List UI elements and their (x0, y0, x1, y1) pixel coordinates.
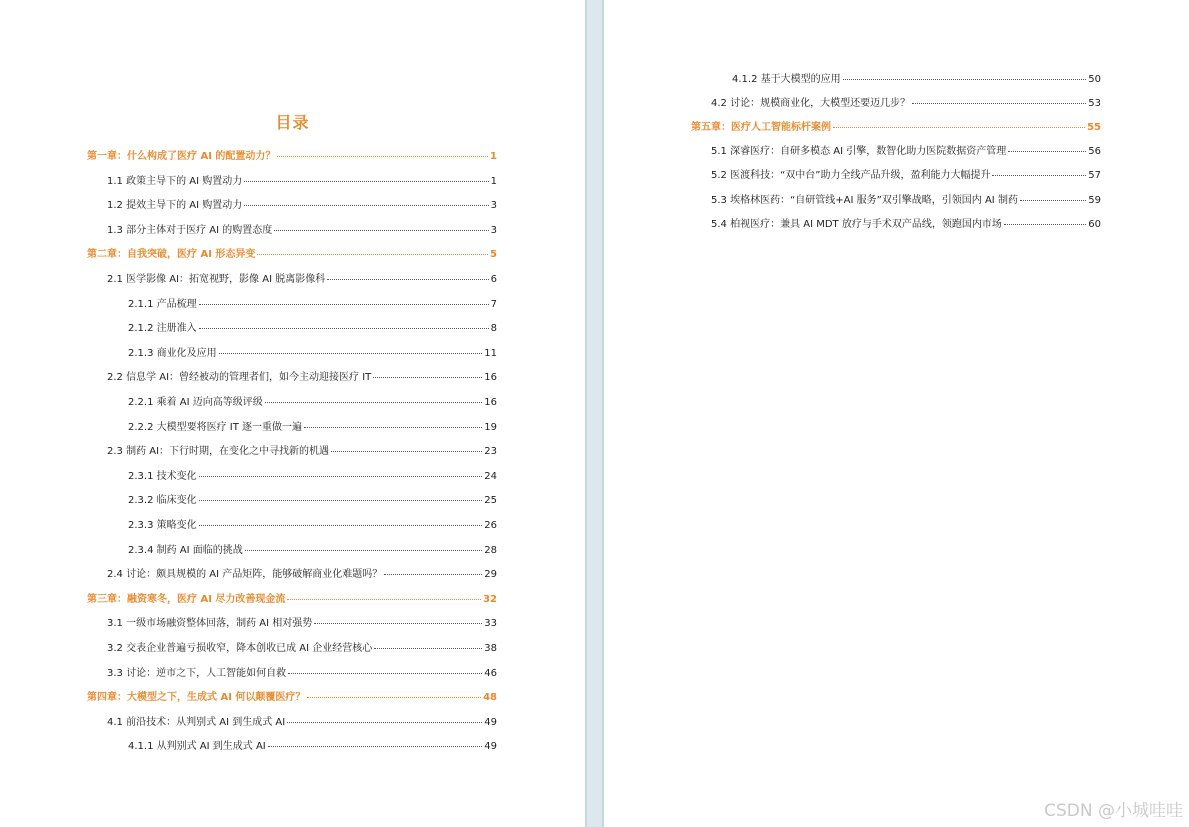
toc-title: 目录 (275, 113, 310, 132)
toc-dot-leader (219, 353, 483, 354)
toc-entry-text: 5.4 柏视医疗：兼具 AI MDT 放疗与手术双产品线，领跑国内市场 (711, 218, 1002, 230)
toc-entry-text: 第五章：医疗人工智能标杆案例 (691, 122, 831, 134)
toc-dot-leader (199, 500, 483, 501)
toc-entry[interactable] (128, 516, 497, 531)
toc-entry[interactable] (711, 215, 1101, 230)
toc-entry[interactable] (107, 713, 497, 728)
toc-entry[interactable] (711, 94, 1101, 109)
toc-entry[interactable] (107, 172, 497, 187)
toc-page-number: 38 (484, 643, 497, 654)
toc-page-number: 23 (484, 446, 497, 458)
toc-entry-text: 2.1.1 产品梳理 (128, 298, 197, 310)
toc-page-number: 19 (484, 421, 497, 433)
toc-page-number: 11 (484, 347, 497, 359)
toc-page-number: 7 (490, 298, 497, 310)
page-gap (585, 0, 604, 827)
toc-page-number: 48 (483, 692, 497, 704)
toc-dot-leader (277, 156, 488, 157)
toc-dot-leader (833, 127, 1085, 128)
toc-entry-text: 2.3.1 技术变化 (128, 470, 197, 482)
toc-entry-text: 3.2 交表企业普遍亏损收窄，降本创收已成 AI 企业经营核心 (107, 643, 373, 654)
toc-dot-leader (199, 328, 489, 329)
toc-entry[interactable] (107, 639, 497, 654)
toc-entry[interactable] (107, 664, 497, 679)
toc-entry-text: 2.3 制药 AI：下行时期，在变化之中寻找新的机遇 (107, 446, 330, 458)
toc-entry[interactable] (128, 418, 497, 433)
toc-dot-leader (374, 648, 482, 649)
toc-page-number: 55 (1087, 122, 1101, 134)
toc-entry-text: 2.1.3 商业化及应用 (128, 347, 217, 359)
toc-page-number: 16 (484, 372, 497, 384)
toc-page-number: 33 (484, 618, 497, 630)
toc-entry-text: 4.1 前沿技术：从判别式 AI 到生成式 AI (107, 716, 286, 728)
toc-entry-text: 2.2.1 乘着 AI 迈向高等级评级 (128, 397, 263, 408)
toc-page-number: 25 (484, 495, 497, 507)
toc-entry-text: 2.3.3 策略变化 (128, 520, 197, 531)
toc-dot-leader (268, 746, 483, 747)
toc-entry[interactable] (107, 442, 497, 457)
toc-entry-text: 第二章：自我突破，医疗 AI 形态异变 (87, 249, 256, 261)
toc-page-number: 16 (484, 397, 497, 408)
toc-page-number: 60 (1088, 218, 1101, 230)
toc-entry[interactable] (107, 196, 497, 211)
toc-dot-leader (992, 175, 1086, 176)
right-page (604, 0, 1189, 827)
toc-dot-leader (287, 722, 482, 723)
toc-dot-leader (384, 574, 482, 575)
toc-dot-leader (257, 254, 488, 255)
toc-page-number: 46 (484, 667, 497, 679)
toc-page-number: 49 (484, 741, 497, 753)
toc-page-number: 53 (1088, 98, 1101, 110)
toc-entry-text: 4.2 讨论：规模商业化，大模型还要迈几步？ (711, 98, 911, 110)
toc-entry-text: 2.1 医学影像 AI：拓宽视野，影像 AI 脱离影像科 (107, 274, 326, 285)
toc-page-number: 26 (484, 520, 497, 531)
toc-dot-leader (307, 697, 481, 698)
toc-entry[interactable] (107, 221, 497, 236)
watermark: CSDN @小城哇哇 (1044, 801, 1183, 821)
toc-dot-leader (314, 623, 482, 624)
toc-chapter-entry[interactable] (87, 147, 497, 162)
toc-dot-leader (1020, 200, 1086, 201)
toc-entry[interactable] (711, 166, 1101, 181)
toc-dot-leader (199, 304, 489, 305)
toc-chapter-entry[interactable] (87, 688, 497, 703)
toc-entry-text: 2.3.2 临床变化 (128, 495, 197, 507)
toc-entry-text: 2.1.2 注册准入 (128, 323, 197, 335)
toc-page-number: 49 (484, 716, 497, 728)
toc-page-number: 29 (484, 569, 497, 581)
toc-dot-leader (331, 451, 482, 452)
toc-entry[interactable] (128, 319, 497, 334)
toc-entry[interactable] (128, 393, 497, 408)
toc-entry-text: 2.2.2 大模型要将医疗 IT 逐一重做一遍 (128, 421, 303, 433)
toc-entry-text: 4.1.2 基于大模型的应用 (732, 74, 841, 85)
toc-entry[interactable] (732, 70, 1101, 85)
toc-chapter-entry[interactable] (691, 118, 1101, 133)
toc-entry-text: 5.2 医渡科技：“双中台”助力全线产品升级，盈利能力大幅提升 (711, 170, 991, 182)
toc-entry-text: 1.3 部分主体对于医疗 AI 的购置态度 (107, 224, 273, 236)
toc-entry-text: 第四章：大模型之下，生成式 AI 何以颠覆医疗？ (87, 692, 306, 704)
toc-dot-leader (304, 427, 482, 428)
toc-chapter-entry[interactable] (87, 245, 497, 260)
toc-entry[interactable] (128, 541, 497, 556)
toc-dot-leader (373, 377, 482, 378)
toc-entry-text: 3.3 讨论：逆市之下，人工智能如何自救 (107, 667, 287, 679)
toc-page-number: 50 (1088, 74, 1101, 85)
toc-entry-text: 1.1 政策主导下的 AI 购置动力 (107, 175, 243, 187)
toc-dot-leader (1004, 224, 1086, 225)
toc-entry[interactable] (128, 467, 497, 482)
toc-entry[interactable] (128, 491, 497, 506)
toc-page-number: 1 (490, 151, 497, 162)
toc-dot-leader (245, 550, 482, 551)
toc-entry[interactable] (128, 737, 497, 752)
toc-dot-leader (287, 599, 481, 600)
toc-entry[interactable] (711, 191, 1101, 206)
toc-page-number: 6 (490, 274, 497, 285)
toc-entry[interactable] (107, 368, 497, 383)
toc-entry-text: 2.3.4 制药 AI 面临的挑战 (128, 544, 243, 556)
toc-chapter-entry[interactable] (87, 590, 497, 605)
toc-entry[interactable] (128, 344, 497, 359)
page-edge-left (585, 0, 587, 827)
toc-page-number: 24 (484, 470, 497, 482)
toc-entry-text: 2.4 讨论：颇具规模的 AI 产品矩阵，能够破解商业化难题吗？ (107, 569, 383, 581)
toc-dot-leader (327, 279, 488, 280)
toc-dot-leader (843, 79, 1087, 80)
toc-dot-leader (912, 103, 1086, 104)
toc-dot-leader (1008, 151, 1086, 152)
toc-page-number: 1 (490, 175, 497, 187)
toc-page-number: 8 (490, 323, 497, 335)
toc-page-number: 5 (490, 249, 497, 261)
toc-dot-leader (199, 476, 483, 477)
toc-page-number: 59 (1088, 194, 1101, 206)
toc-entry-text: 2.2 信息学 AI：曾经被动的管理者们，如今主动迎接医疗 IT (107, 372, 372, 384)
toc-page-number: 57 (1088, 170, 1101, 182)
toc-entry[interactable] (128, 295, 497, 310)
toc-entry-text: 3.1 一级市场融资整体回落，制药 AI 相对强势 (107, 618, 313, 630)
left-page (0, 0, 585, 827)
toc-dot-leader (244, 181, 488, 182)
toc-entry-text: 第一章：什么构成了医疗 AI 的配置动力？ (87, 151, 276, 162)
toc-page-number: 3 (490, 224, 497, 236)
toc-entry[interactable] (107, 614, 497, 629)
toc-entry-text: 5.1 深睿医疗：自研多模态 AI 引擎，数智化助力医院数据资产管理 (711, 146, 1007, 158)
toc-entry-text: 1.2 提效主导下的 AI 购置动力 (107, 200, 243, 212)
toc-dot-leader (199, 525, 483, 526)
toc-page-number: 32 (483, 593, 497, 605)
toc-page-number: 56 (1088, 146, 1101, 158)
toc-dot-leader (288, 673, 482, 674)
toc-entry[interactable] (107, 270, 497, 285)
toc-entry[interactable] (711, 142, 1101, 157)
toc-entry-text: 4.1.1 从判别式 AI 到生成式 AI (128, 741, 266, 753)
toc-page-number: 28 (484, 544, 497, 556)
toc-entry[interactable] (107, 565, 497, 580)
toc-entry-text: 第三章：融资寒冬，医疗 AI 尽力改善现金流 (87, 593, 286, 605)
toc-dot-leader (244, 205, 488, 206)
toc-page-number: 3 (490, 200, 497, 212)
toc-entry-text: 5.3 埃格林医药：“自研管线+AI 服务”双引擎战略，引领国内 AI 制药 (711, 194, 1018, 206)
toc-dot-leader (265, 402, 482, 403)
toc-dot-leader (274, 230, 488, 231)
